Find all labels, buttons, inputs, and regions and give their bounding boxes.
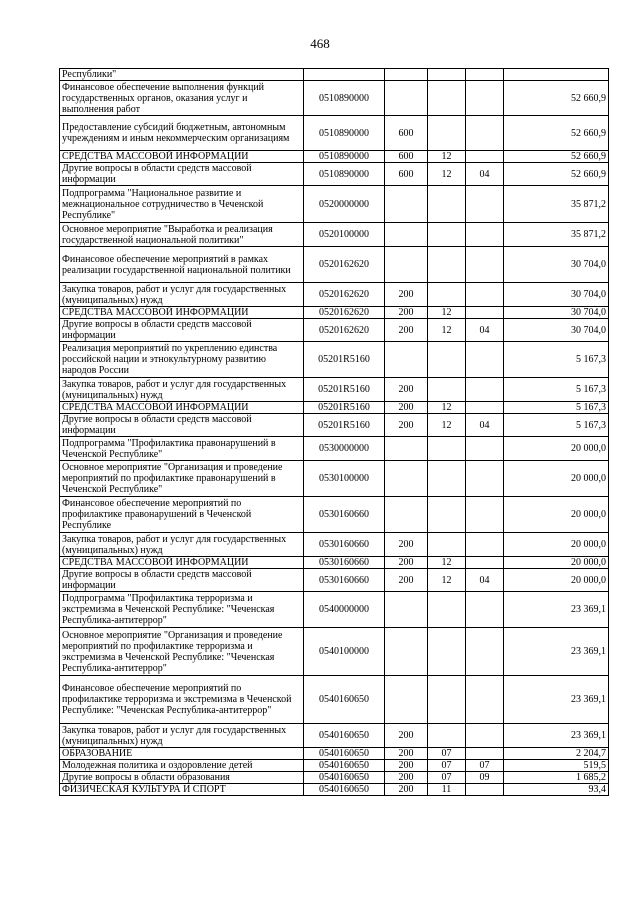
row-subsection [466, 724, 504, 748]
row-target-code: 0540100000 [304, 628, 385, 676]
row-expense-type: 200 [385, 414, 428, 437]
row-amount: 5 167,3 [504, 378, 609, 402]
row-target-code: 0520162620 [304, 307, 385, 319]
table-row [60, 772, 609, 784]
row-target-code: 0530000000 [304, 437, 385, 461]
row-target-code: 0540160650 [304, 760, 385, 772]
row-amount: 30 704,0 [504, 247, 609, 283]
row-section [428, 497, 466, 533]
row-name: Реализация мероприятий по укреплению единства российской нации и этнокультурному развитию народов России [60, 342, 304, 378]
row-subsection: 04 [466, 414, 504, 437]
row-expense-type [385, 247, 428, 283]
row-section [428, 628, 466, 676]
row-expense-type: 200 [385, 319, 428, 342]
table-row [60, 378, 609, 402]
row-amount: 52 660,9 [504, 81, 609, 116]
row-name: Основное мероприятие "Организация и проведение мероприятий по профилактике правонарушений в Чеченской Республике" [60, 461, 304, 497]
row-expense-type: 200 [385, 784, 428, 796]
table-row [60, 116, 609, 151]
row-target-code: 0510890000 [304, 116, 385, 151]
row-target-code [304, 69, 385, 81]
row-name: Финансовое обеспечение мероприятий в рамках реализации государственной национальной политики [60, 247, 304, 283]
row-target-code: 0530160660 [304, 557, 385, 569]
row-name: Предоставление субсидий бюджетным, автономным учреждениям и иным некоммерческим организациям [60, 116, 304, 151]
row-target-code: 0520100000 [304, 223, 385, 247]
row-name: Другие вопросы в области средств массовой информации [60, 414, 304, 437]
row-amount: 52 660,9 [504, 116, 609, 151]
table-row [60, 342, 609, 378]
row-name: Основное мероприятие "Выработка и реализация государственной национальной политики" [60, 223, 304, 247]
row-target-code: 0540160650 [304, 724, 385, 748]
table-row [60, 724, 609, 748]
row-target-code: 0520162620 [304, 283, 385, 307]
row-subsection [466, 247, 504, 283]
table-row [60, 784, 609, 796]
row-subsection [466, 116, 504, 151]
row-section [428, 533, 466, 557]
row-subsection [466, 307, 504, 319]
row-target-code: 0510890000 [304, 81, 385, 116]
row-section: 11 [428, 784, 466, 796]
row-expense-type: 600 [385, 163, 428, 186]
row-target-code: 0510890000 [304, 163, 385, 186]
row-name: Другие вопросы в области средств массовой информации [60, 163, 304, 186]
row-expense-type [385, 628, 428, 676]
row-name: Другие вопросы в области средств массовой информации [60, 569, 304, 592]
row-name: Финансовое обеспечение мероприятий по профилактике правонарушений в Чеченской Республике [60, 497, 304, 533]
row-amount: 5 167,3 [504, 402, 609, 414]
row-target-code: 0540160650 [304, 772, 385, 784]
row-section [428, 724, 466, 748]
row-target-code: 0520000000 [304, 186, 385, 223]
row-name: СРЕДСТВА МАССОВОЙ ИНФОРМАЦИИ [60, 557, 304, 569]
row-target-code: 0520162620 [304, 247, 385, 283]
row-amount: 20 000,0 [504, 461, 609, 497]
table-row [60, 748, 609, 760]
row-amount: 519,5 [504, 760, 609, 772]
table-row [60, 497, 609, 533]
row-name: Подпрограмма "Профилактика правонарушений в Чеченской Республике" [60, 437, 304, 461]
row-subsection [466, 557, 504, 569]
row-name: ОБРАЗОВАНИЕ [60, 748, 304, 760]
table-row [60, 223, 609, 247]
table-row [60, 247, 609, 283]
row-target-code: 05201R5160 [304, 414, 385, 437]
row-name: Закупка товаров, работ и услуг для государственных (муниципальных) нужд [60, 533, 304, 557]
row-amount: 52 660,9 [504, 151, 609, 163]
table-row [60, 151, 609, 163]
row-amount: 5 167,3 [504, 414, 609, 437]
table-row [60, 69, 609, 81]
row-expense-type [385, 592, 428, 628]
row-section [428, 223, 466, 247]
row-name: СРЕДСТВА МАССОВОЙ ИНФОРМАЦИИ [60, 151, 304, 163]
row-section: 12 [428, 163, 466, 186]
row-name: Республики" [60, 69, 304, 81]
row-expense-type: 200 [385, 378, 428, 402]
table-row [60, 628, 609, 676]
table-row [60, 402, 609, 414]
row-target-code: 0530160660 [304, 569, 385, 592]
row-name: Подпрограмма "Профилактика терроризма и экстремизма в Чеченской Республике: "Чеченская Республика-антитеррор" [60, 592, 304, 628]
row-name: СРЕДСТВА МАССОВОЙ ИНФОРМАЦИИ [60, 402, 304, 414]
row-name: ФИЗИЧЕСКАЯ КУЛЬТУРА И СПОРТ [60, 784, 304, 796]
row-expense-type [385, 223, 428, 247]
row-target-code: 0530160660 [304, 497, 385, 533]
table-row [60, 592, 609, 628]
row-target-code: 0540160650 [304, 784, 385, 796]
table-row [60, 319, 609, 342]
row-subsection [466, 437, 504, 461]
row-amount: 30 704,0 [504, 319, 609, 342]
row-target-code: 0540160650 [304, 676, 385, 724]
row-section: 12 [428, 414, 466, 437]
budget-table [59, 68, 609, 796]
row-subsection: 04 [466, 569, 504, 592]
row-section: 12 [428, 307, 466, 319]
row-expense-type [385, 461, 428, 497]
row-subsection [466, 592, 504, 628]
row-subsection [466, 784, 504, 796]
row-expense-type: 600 [385, 151, 428, 163]
table-row [60, 760, 609, 772]
row-subsection: 07 [466, 760, 504, 772]
row-amount: 20 000,0 [504, 533, 609, 557]
table-row [60, 163, 609, 186]
row-expense-type: 200 [385, 557, 428, 569]
row-section [428, 283, 466, 307]
table-row [60, 186, 609, 223]
row-expense-type: 200 [385, 748, 428, 760]
row-section [428, 186, 466, 223]
row-expense-type [385, 497, 428, 533]
row-subsection: 04 [466, 163, 504, 186]
row-amount: 35 871,2 [504, 223, 609, 247]
row-section [428, 116, 466, 151]
row-target-code: 0520162620 [304, 319, 385, 342]
table-row [60, 676, 609, 724]
row-expense-type: 200 [385, 307, 428, 319]
row-amount: 35 871,2 [504, 186, 609, 223]
row-name: Основное мероприятие "Организация и проведение мероприятий по профилактике терроризма и экстремизма в Чеченской Республике: "Чеченская Республика-антитеррор" [60, 628, 304, 676]
row-target-code: 0530160660 [304, 533, 385, 557]
row-section: 12 [428, 319, 466, 342]
row-subsection [466, 69, 504, 81]
row-amount: 52 660,9 [504, 163, 609, 186]
row-subsection [466, 628, 504, 676]
table-row [60, 533, 609, 557]
row-subsection [466, 748, 504, 760]
row-section [428, 342, 466, 378]
row-expense-type: 200 [385, 402, 428, 414]
row-name: Закупка товаров, работ и услуг для государственных (муниципальных) нужд [60, 283, 304, 307]
row-subsection [466, 342, 504, 378]
row-name: Подпрограмма "Национальное развитие и межнациональное сотрудничество в Чеченской Республике" [60, 186, 304, 223]
row-name: Молодежная политика и оздоровление детей [60, 760, 304, 772]
row-name: Другие вопросы в области средств массовой информации [60, 319, 304, 342]
row-amount: 20 000,0 [504, 437, 609, 461]
row-expense-type [385, 81, 428, 116]
row-amount: 20 000,0 [504, 557, 609, 569]
row-expense-type [385, 437, 428, 461]
row-target-code: 0510890000 [304, 151, 385, 163]
row-section: 12 [428, 569, 466, 592]
row-amount: 30 704,0 [504, 283, 609, 307]
row-amount: 1 685,2 [504, 772, 609, 784]
row-expense-type: 600 [385, 116, 428, 151]
row-target-code: 0540160650 [304, 748, 385, 760]
row-expense-type: 200 [385, 772, 428, 784]
table-row [60, 557, 609, 569]
row-expense-type: 200 [385, 533, 428, 557]
table-row [60, 414, 609, 437]
row-subsection [466, 402, 504, 414]
row-amount: 23 369,1 [504, 592, 609, 628]
row-expense-type: 200 [385, 569, 428, 592]
row-subsection: 04 [466, 319, 504, 342]
row-expense-type [385, 69, 428, 81]
row-amount: 93,4 [504, 784, 609, 796]
row-expense-type [385, 676, 428, 724]
row-subsection [466, 676, 504, 724]
row-section: 12 [428, 557, 466, 569]
table-row [60, 307, 609, 319]
table-row [60, 569, 609, 592]
table-row [60, 437, 609, 461]
row-amount: 23 369,1 [504, 628, 609, 676]
row-name: Финансовое обеспечение выполнения функций государственных органов, оказания услуг и выполнения работ [60, 81, 304, 116]
budget-table-body [60, 69, 609, 796]
row-expense-type [385, 186, 428, 223]
row-expense-type: 200 [385, 760, 428, 772]
row-subsection [466, 151, 504, 163]
row-subsection [466, 81, 504, 116]
row-section [428, 378, 466, 402]
row-section: 07 [428, 772, 466, 784]
row-subsection: 09 [466, 772, 504, 784]
row-name: Финансовое обеспечение мероприятий по профилактике терроризма и экстремизма в Чеченской Республике: "Чеченская Республика-антитеррор" [60, 676, 304, 724]
row-subsection [466, 186, 504, 223]
row-target-code: 05201R5160 [304, 342, 385, 378]
row-section [428, 676, 466, 724]
row-section: 12 [428, 402, 466, 414]
row-subsection [466, 223, 504, 247]
row-target-code: 0530100000 [304, 461, 385, 497]
row-name: Закупка товаров, работ и услуг для государственных (муниципальных) нужд [60, 724, 304, 748]
table-row [60, 461, 609, 497]
row-section [428, 437, 466, 461]
row-amount: 23 369,1 [504, 724, 609, 748]
row-name: Закупка товаров, работ и услуг для государственных (муниципальных) нужд [60, 378, 304, 402]
row-amount: 5 167,3 [504, 342, 609, 378]
row-amount [504, 69, 609, 81]
row-section [428, 461, 466, 497]
row-amount: 23 369,1 [504, 676, 609, 724]
row-subsection [466, 461, 504, 497]
row-section [428, 81, 466, 116]
row-section: 12 [428, 151, 466, 163]
row-amount: 30 704,0 [504, 307, 609, 319]
row-subsection [466, 378, 504, 402]
row-subsection [466, 283, 504, 307]
row-amount: 20 000,0 [504, 569, 609, 592]
row-amount: 20 000,0 [504, 497, 609, 533]
row-section [428, 592, 466, 628]
row-name: Другие вопросы в области образования [60, 772, 304, 784]
row-section [428, 69, 466, 81]
row-section [428, 247, 466, 283]
row-expense-type [385, 342, 428, 378]
row-expense-type: 200 [385, 283, 428, 307]
row-target-code: 05201R5160 [304, 378, 385, 402]
row-name: СРЕДСТВА МАССОВОЙ ИНФОРМАЦИИ [60, 307, 304, 319]
row-section: 07 [428, 760, 466, 772]
row-target-code: 05201R5160 [304, 402, 385, 414]
row-subsection [466, 497, 504, 533]
row-amount: 2 204,7 [504, 748, 609, 760]
row-subsection [466, 533, 504, 557]
table-row [60, 283, 609, 307]
row-section: 07 [428, 748, 466, 760]
row-target-code: 0540000000 [304, 592, 385, 628]
row-expense-type: 200 [385, 724, 428, 748]
table-row [60, 81, 609, 116]
page-number: 468 [310, 36, 330, 51]
